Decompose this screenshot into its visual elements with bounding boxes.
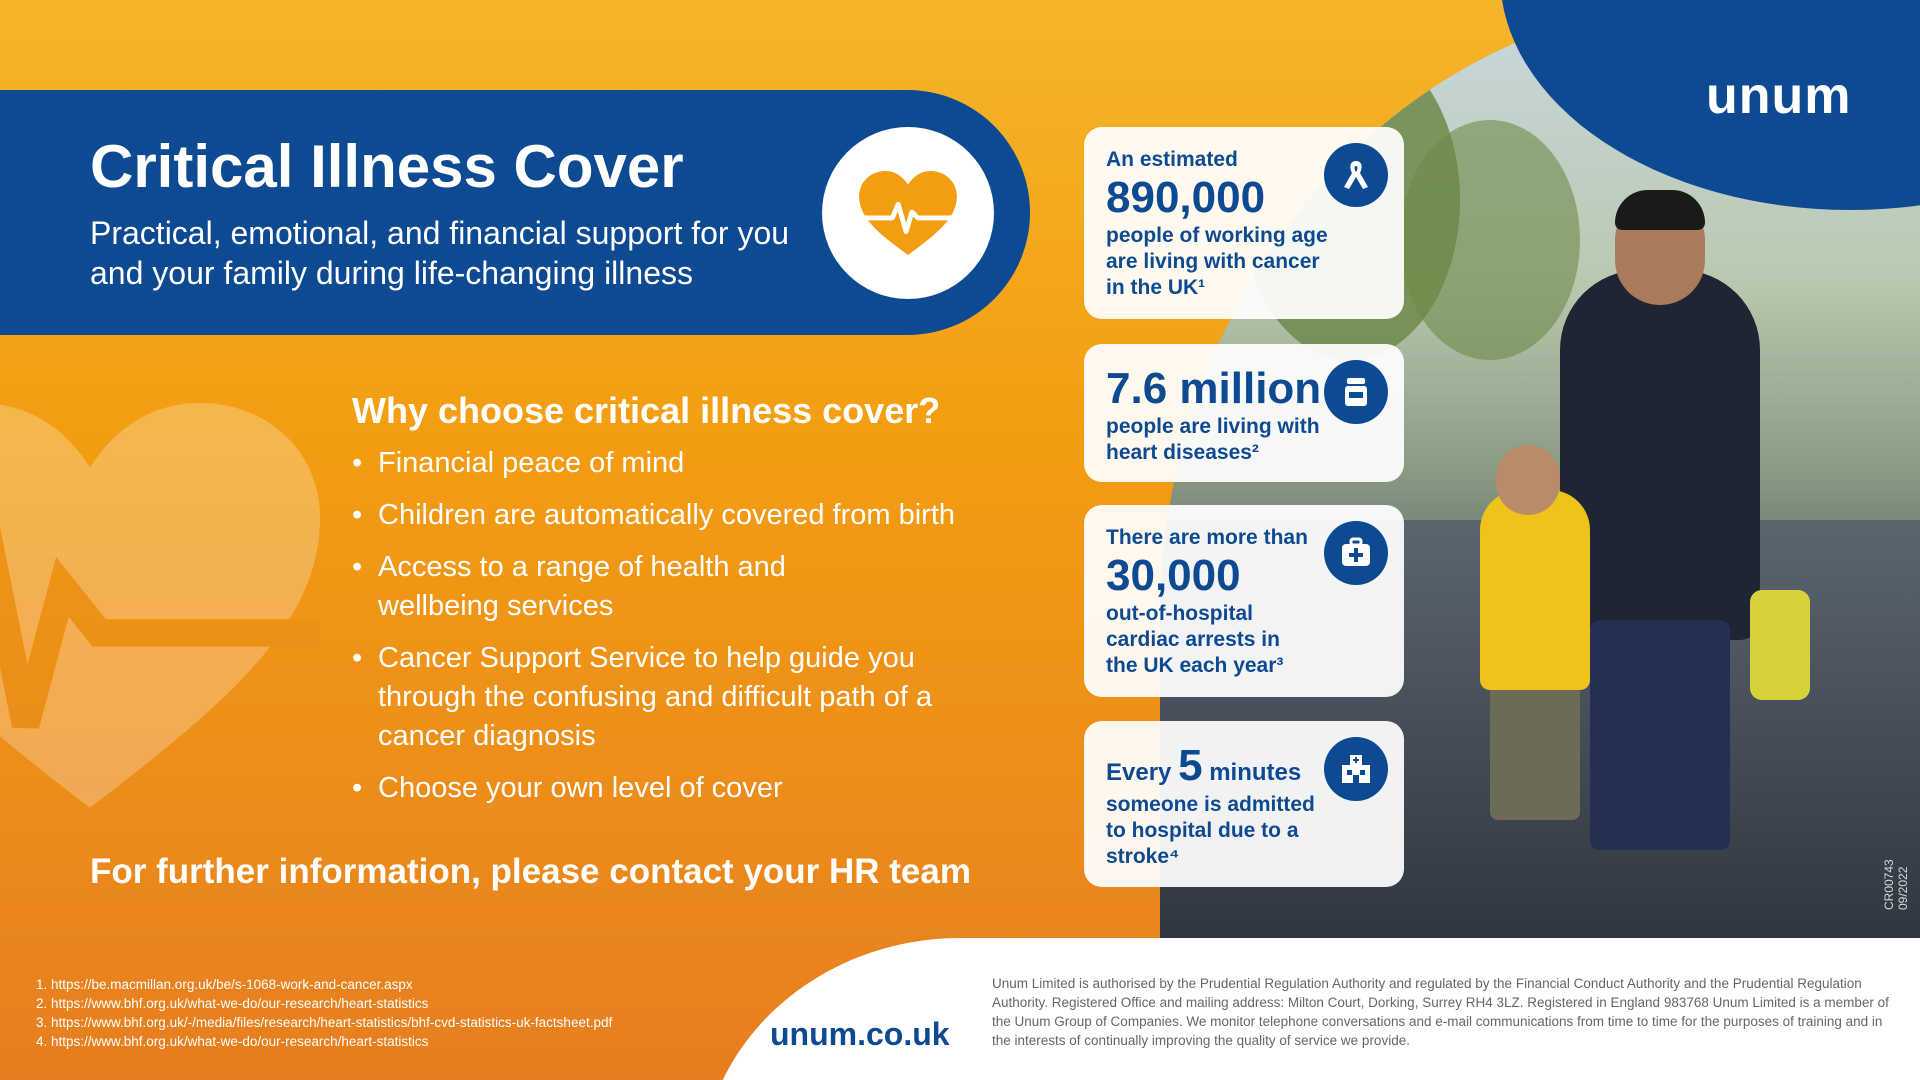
tree xyxy=(1400,120,1580,360)
website-link[interactable]: unum.co.uk xyxy=(770,1016,950,1052)
stat-description: out-of-hospital cardiac arrests in the UK each year³ xyxy=(1106,602,1284,677)
stat-card-heart xyxy=(1084,344,1404,482)
list-item: • Access to a range of health and wellbeing services xyxy=(352,548,798,626)
stat-card-stroke xyxy=(1084,721,1404,887)
stat-value: 7.6 million xyxy=(1106,364,1322,413)
reference-item[interactable]: 3. https://www.bhf.org.uk/-/media/files/research/heart-statistics/bhf-cvd-statistics-uk-factsheet.pdf xyxy=(36,1015,613,1030)
stat-unit: minutes xyxy=(1209,759,1302,786)
benefits-list xyxy=(352,444,1032,821)
heartbeat-icon xyxy=(859,171,957,257)
stat-value: 30,000 xyxy=(1106,551,1241,600)
stat-card-cancer xyxy=(1084,127,1404,319)
school-bag xyxy=(1750,590,1810,700)
reference-item[interactable]: 1. https://be.macmillan.org.uk/be/s-1068-work-and-cancer.aspx xyxy=(36,977,413,992)
father-figure xyxy=(1560,270,1760,640)
background-heart-icon xyxy=(0,390,320,830)
list-item: • Children are automatically covered from birth xyxy=(352,496,1032,535)
page-subtitle: Practical, emotional, and financial support for you and your family during life-changing illness xyxy=(90,215,790,291)
stat-prefix: There are more than xyxy=(1106,526,1308,549)
contact-cta: For further information, please contact your HR team xyxy=(90,852,971,891)
stat-description: people are living with heart diseases² xyxy=(1106,415,1320,464)
why-heading: Why choose critical illness cover? xyxy=(352,390,941,431)
list-item: • Choose your own level of cover xyxy=(352,769,1032,808)
stat-prefix: Every xyxy=(1106,759,1172,786)
list-item: • Financial peace of mind xyxy=(352,444,1032,483)
child-head xyxy=(1496,445,1560,515)
list-item: • Cancer Support Service to help guide you through the confusing and difficult path of a cancer diagnosis xyxy=(352,639,978,756)
references-list xyxy=(36,975,612,1051)
cancer-ribbon-icon xyxy=(1324,143,1388,207)
stat-value: 890,000 xyxy=(1106,173,1266,222)
document-code: CR00743 09/2022 xyxy=(1882,859,1910,910)
stat-description: someone is admitted to hospital due to a stroke⁴ xyxy=(1106,793,1315,868)
reference-item[interactable]: 2. https://www.bhf.org.uk/what-we-do/our-research/heart-statistics xyxy=(36,996,429,1011)
stat-value: 5 xyxy=(1178,741,1203,790)
child-figure xyxy=(1480,490,1590,690)
stat-prefix: An estimated xyxy=(1106,148,1238,171)
unum-logo[interactable]: unum xyxy=(1706,67,1852,125)
hospital-icon xyxy=(1324,737,1388,801)
father-legs xyxy=(1590,620,1730,850)
pill-bottle-icon xyxy=(1324,360,1388,424)
page-title: Critical Illness Cover xyxy=(90,133,684,200)
legal-disclaimer: Unum Limited is authorised by the Prudential Regulation Authority and regulated by the Financial Conduct Authority and the Prudential Regulation Authority. Registered Office and mailing address: Milton Court, Dorking, Surrey RH4 3LZ. Registered in England 983768 Unum Limited is a member of the Unum Group of Companies. We monitor telephone conversations and e-mail communications from time to time for the purposes of training and in the interests of continually improving the quality of service we provide. xyxy=(992,976,1889,1048)
first-aid-kit-icon xyxy=(1324,521,1388,585)
heartbeat-badge xyxy=(822,127,994,299)
stat-card-cardiac xyxy=(1084,505,1404,697)
stat-description: people of working age are living with cancer in the UK¹ xyxy=(1106,224,1328,299)
reference-item[interactable]: 4. https://www.bhf.org.uk/what-we-do/our-research/heart-statistics xyxy=(36,1034,429,1049)
father-hair xyxy=(1615,190,1705,230)
child-legs xyxy=(1490,680,1580,820)
